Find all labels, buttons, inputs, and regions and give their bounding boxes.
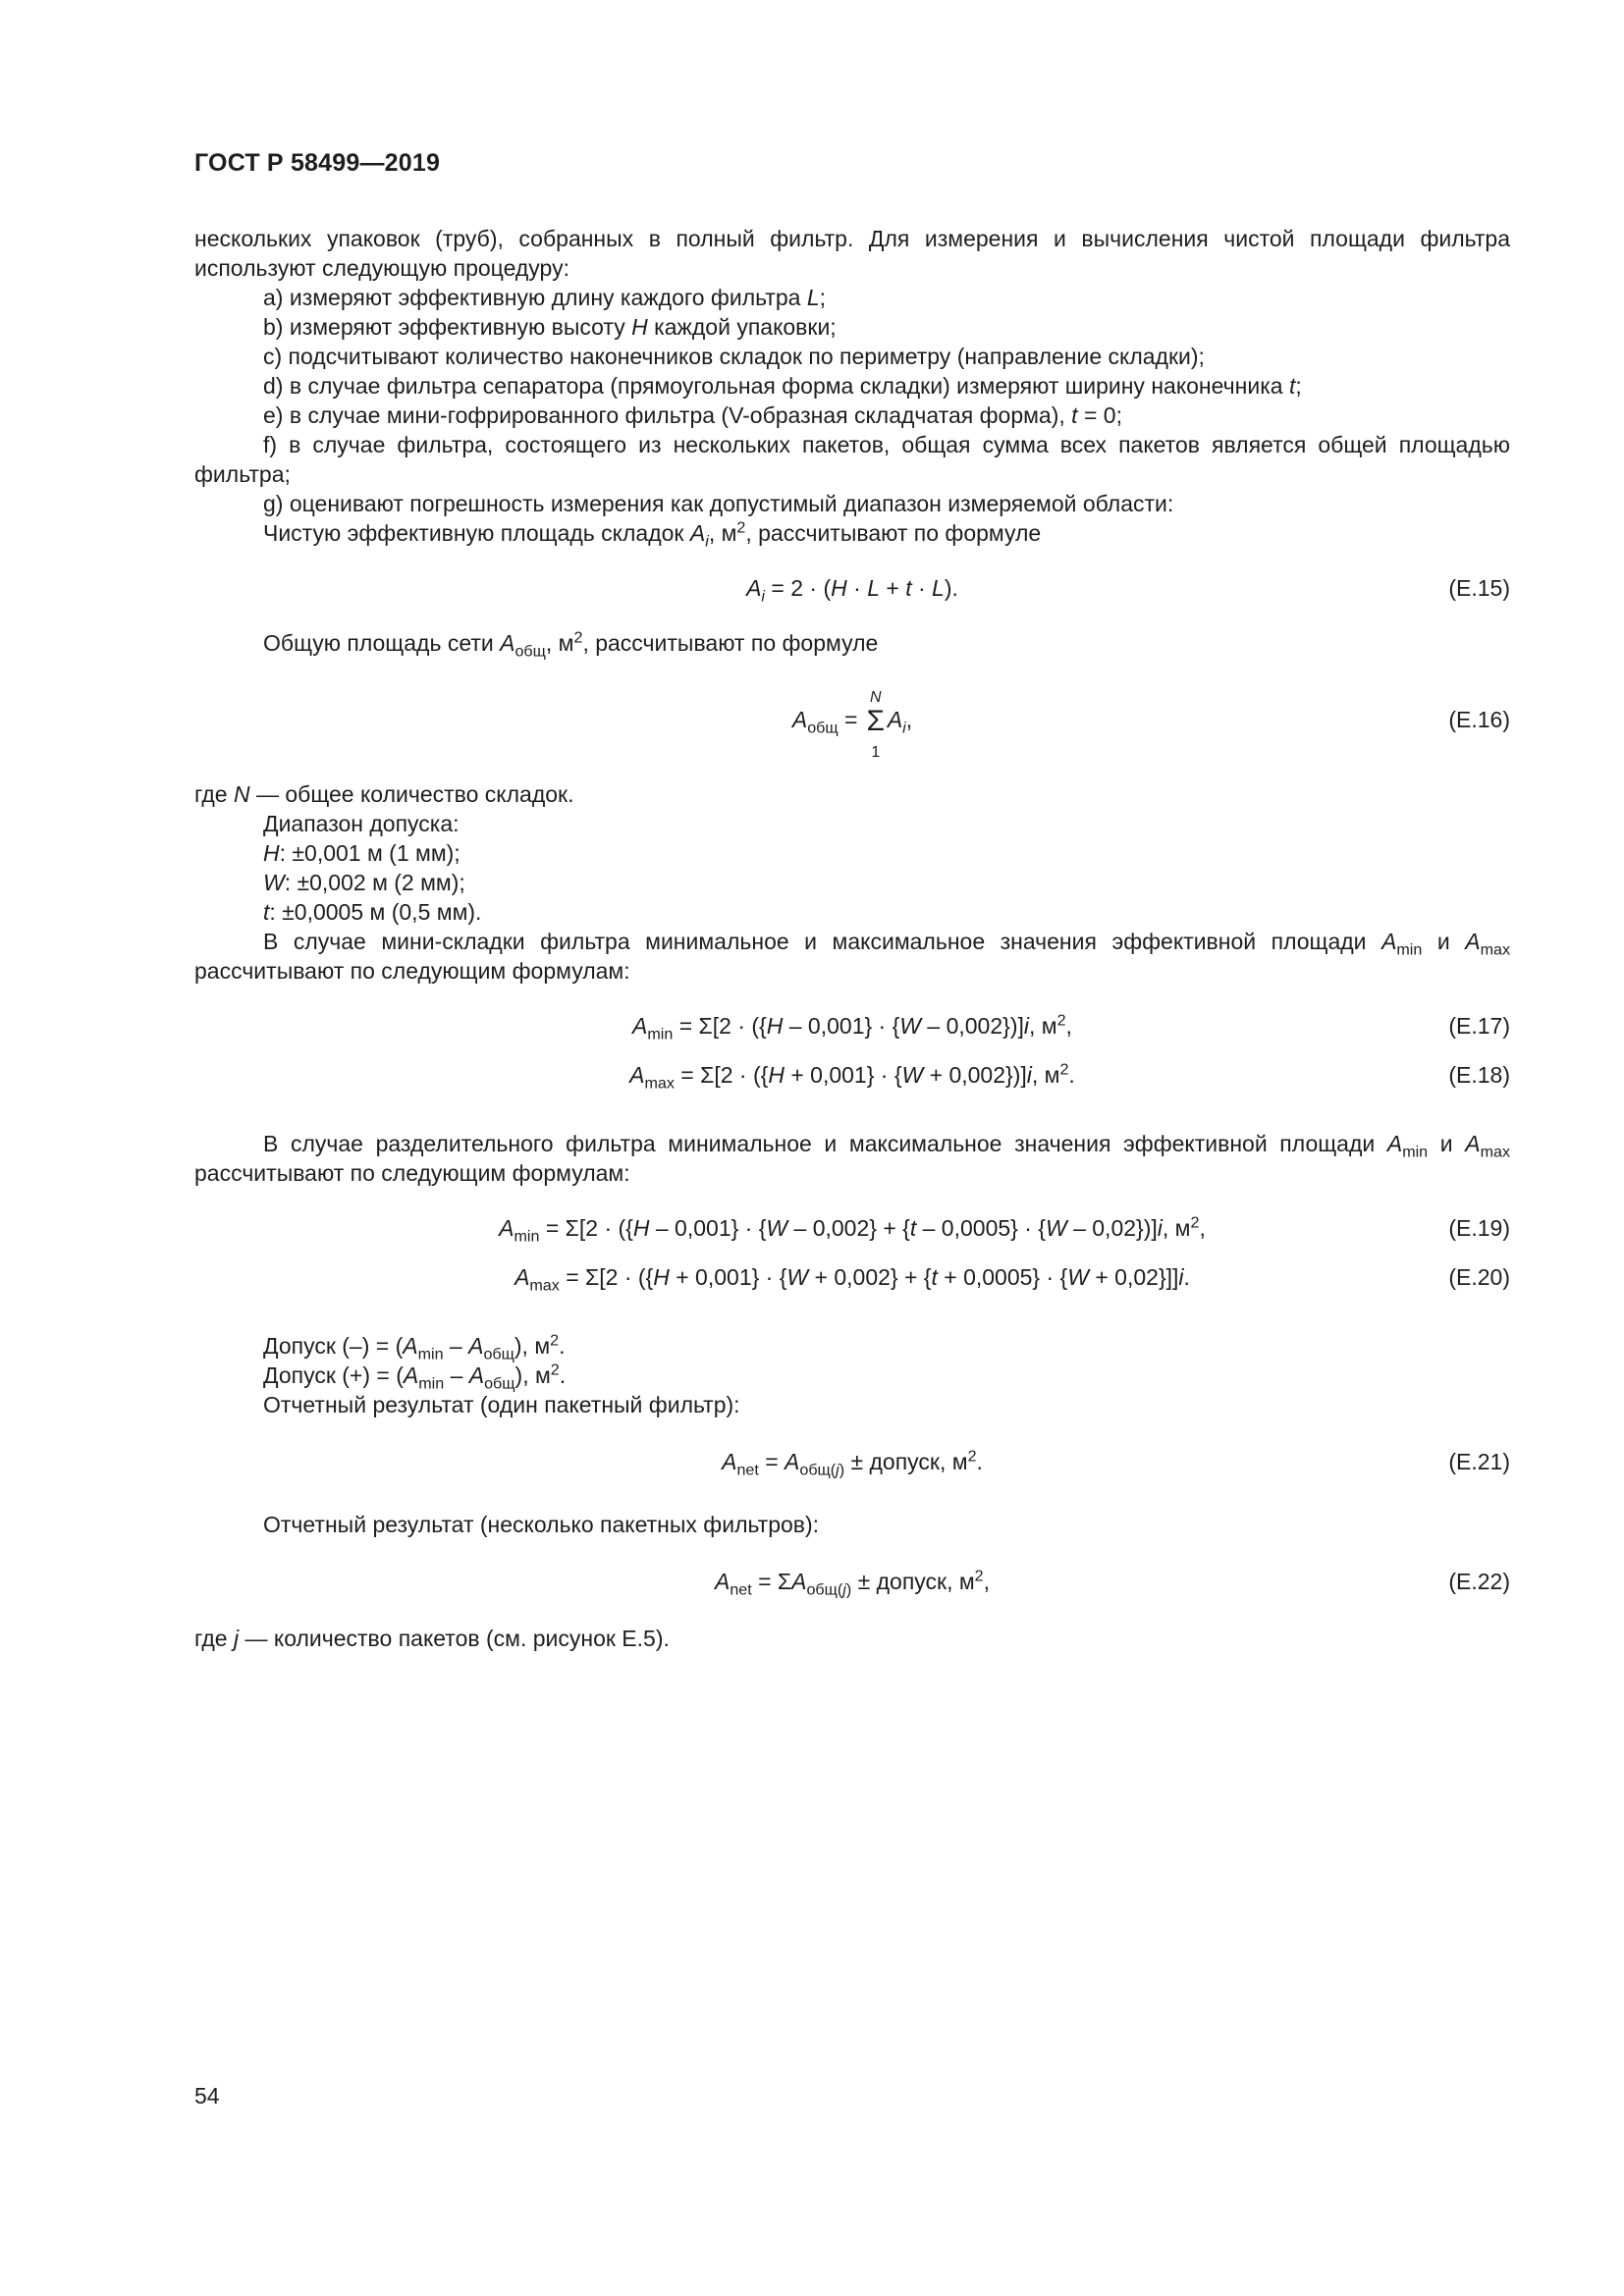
total-area-sentence: Общую площадь сети $A_{общ}$, $м^2$, рассчитывают по формуле bbox=[263, 628, 879, 661]
equation-number: (E.19) bbox=[1448, 1215, 1510, 1241]
equation-number: (E.18) bbox=[1448, 1062, 1510, 1088]
document-header: ГОСТ Р 58499—2019 bbox=[194, 149, 441, 177]
step-b: b) измеряют эффективную высоту H каждой упаковки; bbox=[263, 314, 837, 340]
equation-e20 bbox=[194, 1262, 1510, 1295]
step-e: e) в случае мини-гофрированного фильтра (V-образная складчатая форма), t = 0; bbox=[263, 402, 1122, 428]
report-many: Отчетный результат (несколько пакетных фильтров): bbox=[263, 1512, 820, 1537]
equation-e15 bbox=[194, 573, 1510, 606]
report-one: Отчетный результат (один пакетный фильтр): bbox=[263, 1392, 740, 1417]
step-f: f) в случае фильтра, состоящего из нескольких пакетов, общая сумма всех пакетов является общей площадью фильтра; bbox=[194, 432, 1510, 487]
formula: $A_{max} = \Sigma[2 \cdot (\{H + 0,001\} \cdot \{W + 0,002\} + \{t + 0,0005\} \cdot \{W + 0,02\}]]i$. bbox=[514, 1264, 1190, 1295]
equation-number: (E.20) bbox=[1448, 1264, 1510, 1290]
step-g: g) оценивают погрешность измерения как допустимый диапазон измеряемой области: bbox=[263, 491, 1174, 516]
intro-paragraph: нескольких упаковок (труб), собранных в полный фильтр. Для измерения и вычисления чистой площади фильтра используют следующую процедуру: bbox=[194, 226, 1510, 281]
where-n: где N — общее количество складок. bbox=[194, 781, 574, 807]
equation-e18 bbox=[194, 1060, 1510, 1093]
equation-number: (E.15) bbox=[1448, 575, 1510, 601]
equation-number: (E.22) bbox=[1448, 1569, 1510, 1594]
equation-e22 bbox=[194, 1567, 1510, 1599]
equation-number: (E.16) bbox=[1448, 707, 1510, 732]
formula: $A_{общ} = \Sigma$ N 1 $A_i$, bbox=[791, 688, 913, 761]
equation-number: (E.17) bbox=[1448, 1013, 1510, 1039]
equation-e21 bbox=[194, 1447, 1510, 1479]
net-area-sentence: Чистую эффективную площадь складок $A_i$, $м^2$, рассчитывают по формуле bbox=[263, 518, 1042, 551]
tolerance-w: W: ±0,002 м (2 мм); bbox=[263, 870, 465, 895]
tolerance-plus: Допуск (+) = $(A_{min} - A_{общ})$, $м^2$. bbox=[263, 1361, 567, 1393]
formula: $A_{max} = \Sigma[2 \cdot (\{H + 0,001\} \cdot \{W + 0,002\})]i$, $м^2$. bbox=[629, 1060, 1075, 1093]
sum-operator: Σ N 1 bbox=[866, 688, 886, 761]
equation-e17 bbox=[194, 1011, 1510, 1041]
equation-number: (E.21) bbox=[1448, 1449, 1510, 1474]
where-j: где j — количество пакетов (см. рисунок Е.5). bbox=[194, 1626, 670, 1651]
step-c: c) подсчитывают количество наконечников складок по периметру (направление складки); bbox=[263, 344, 1205, 369]
document-body bbox=[194, 224, 1510, 1653]
step-a: a) измеряют эффективную длину каждого фильтра L; bbox=[263, 285, 827, 310]
tolerance-minus: Допуск (–) = $(A_{min} - A_{общ})$, $м^2$. bbox=[263, 1331, 566, 1363]
step-d: d) в случае фильтра сепаратора (прямоугольная форма складки) измеряют ширину наконечника t; bbox=[263, 373, 1302, 399]
tolerance-h: H: ±0,001 м (1 мм); bbox=[263, 840, 460, 866]
formula: $A_{min} = \Sigma[2 \cdot (\{H - 0,001\} \cdot \{W - 0,002\} + \{t - 0,0005\} \cdot \{W - 0,02\})]i$, $м^2$, bbox=[499, 1213, 1206, 1246]
separator-paragraph: В случае разделительного фильтра минимальное и максимальное значения эффективной площади $A_{min}$ и $A_{max}$ рассчитывают по следующим формулам: bbox=[194, 1131, 1510, 1186]
page-number: 54 bbox=[194, 2083, 220, 2109]
mini-fold-paragraph: В случае мини-складки фильтра минимальное и максимальное значения эффективной площади $A_{min}$ и $A_{max}$ рассчитывают по следующим формулам: bbox=[194, 929, 1510, 984]
formula: $A_{min} = \Sigma[2 \cdot (\{H - 0,001\} \cdot \{W - 0,002\})]i$, $м^2$, bbox=[632, 1011, 1072, 1043]
formula: $A_{net} = A_{общ(j)}$ ± допуск, $м^2$. bbox=[722, 1447, 983, 1479]
tolerance-title: Диапазон допуска: bbox=[263, 811, 460, 836]
formula: $A_{net} = \Sigma A_{общ(j)}$ ± допуск, $м^2$, bbox=[714, 1567, 991, 1599]
formula: $A_i = 2 \cdot (H \cdot L + t \cdot L)$. bbox=[746, 575, 958, 606]
equation-e19 bbox=[194, 1213, 1510, 1246]
tolerance-t: t: ±0,0005 м (0,5 мм). bbox=[263, 899, 482, 925]
equation-e16 bbox=[194, 687, 1510, 761]
